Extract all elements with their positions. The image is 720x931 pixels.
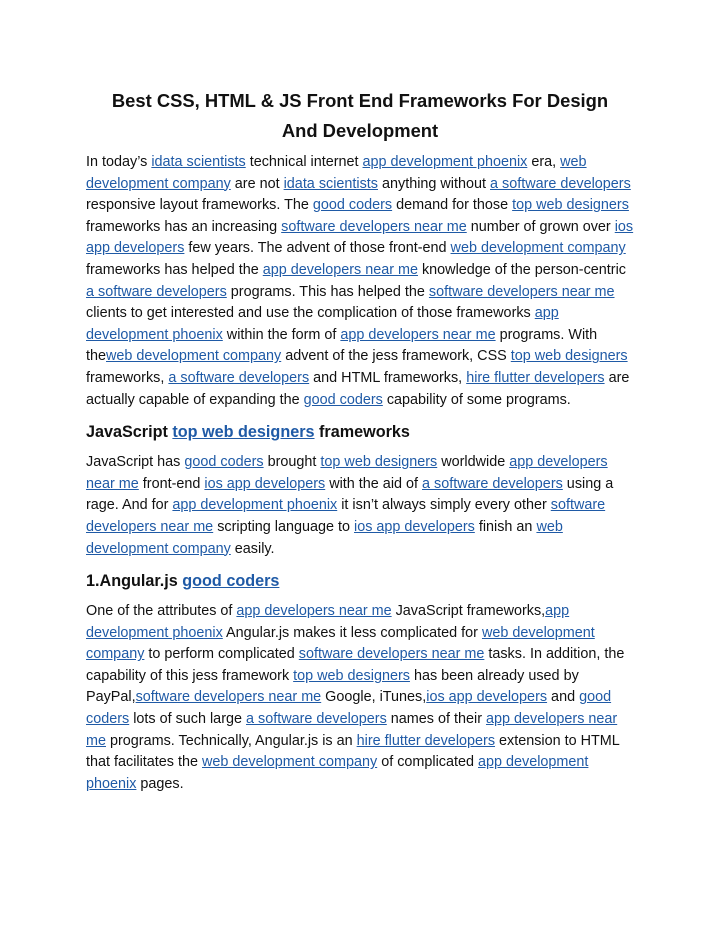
inline-link[interactable]: app developers near me (340, 326, 496, 343)
inline-link[interactable]: top web designers (320, 454, 438, 471)
inline-link[interactable]: app developers near me (86, 711, 618, 749)
text-run: are not (230, 175, 284, 192)
inline-link[interactable]: software developers near me (135, 689, 322, 706)
inline-link[interactable]: a software developers (490, 175, 631, 192)
text-run: to perform complicated (144, 646, 299, 663)
text-run: finish an (474, 518, 537, 535)
body-paragraph (86, 152, 634, 411)
text-run: it isn’t always simply every other (337, 497, 551, 514)
text-run: extension to HTML that facilitates the (86, 732, 620, 771)
inline-link[interactable]: app development phoenix (86, 754, 589, 792)
text-run: within the form of (222, 326, 341, 343)
text-run: responsive layout frameworks. The (86, 197, 313, 214)
inline-link[interactable]: idata scientists (283, 175, 378, 192)
text-run: with the aid of (325, 475, 423, 492)
text-run: frameworks, (86, 369, 169, 386)
inline-link[interactable]: app development phoenix (86, 603, 570, 641)
text-run: 1.Angular.js (86, 572, 183, 591)
text-run: tasks. In addition, the capability of this jess framework (86, 646, 625, 684)
text-run: clients to get interested and use the complication of those frameworks (86, 305, 535, 322)
text-run: of complicated (377, 754, 478, 771)
text-run: Angular.js makes it less complicated for (222, 624, 482, 641)
text-run: In today’s (86, 154, 152, 170)
inline-link[interactable]: hire flutter developers (356, 732, 496, 749)
inline-link[interactable]: web development company (202, 754, 378, 771)
inline-link[interactable]: a software developers (86, 283, 227, 300)
text-run: programs. With the (86, 326, 598, 365)
inline-link[interactable]: a software developers (422, 475, 563, 492)
inline-link[interactable]: top web designers (510, 348, 628, 365)
inline-link[interactable]: top web designers (512, 197, 629, 214)
text-run: easily. (230, 540, 275, 557)
inline-link[interactable]: app development phoenix (362, 154, 528, 170)
inline-link[interactable]: software developers near me (428, 283, 615, 300)
inline-link[interactable]: software developers near me (298, 646, 485, 663)
inline-link[interactable]: web development company (86, 154, 587, 192)
document-title: Best CSS, HTML & JS Front End Frameworks For Design And Development (111, 90, 609, 141)
text-run: and HTML frameworks, (309, 369, 467, 386)
text-run: lots of such large (129, 711, 246, 728)
inline-link[interactable]: web development company (86, 518, 563, 557)
inline-link[interactable]: web development company (106, 348, 282, 365)
inline-link[interactable]: software developers near me (281, 218, 467, 235)
document-body (86, 86, 634, 805)
inline-link[interactable]: good coders (86, 689, 612, 728)
text-run: JavaScript frameworks, (391, 603, 546, 620)
inline-link[interactable]: a software developers (168, 369, 310, 386)
text-run: anything without (378, 175, 490, 192)
inline-link[interactable]: ios app developers (426, 689, 548, 706)
inline-link[interactable]: ios app developers (354, 518, 475, 535)
text-run: era, (527, 154, 561, 170)
inline-link[interactable]: ios app developers (86, 218, 634, 257)
text-run: demand for those (392, 197, 513, 214)
text-run: names of their (386, 711, 486, 728)
document-sections (86, 152, 634, 795)
text-run: number of grown over (466, 218, 615, 235)
text-run: and (547, 689, 580, 706)
inline-link[interactable]: app developers near me (86, 454, 608, 492)
text-run: brought (263, 454, 321, 471)
inline-link[interactable]: good coders (303, 391, 383, 408)
text-run: worldwide (437, 454, 510, 471)
inline-link[interactable]: web development company (86, 624, 595, 663)
inline-link[interactable]: hire flutter developers (466, 369, 605, 386)
section-heading (86, 421, 634, 443)
text-run: frameworks has an increasing (86, 218, 282, 235)
text-run: frameworks has helped the (86, 261, 263, 278)
section-heading (86, 570, 634, 592)
inline-link[interactable]: ios app developers (204, 475, 326, 492)
text-run: scripting language to (213, 518, 355, 535)
text-run: knowledge of the person-centric (417, 261, 626, 278)
inline-link[interactable]: a software developers (246, 711, 387, 728)
text-run: capability of some programs. (382, 391, 571, 408)
text-run: pages. (136, 775, 184, 792)
text-run: One of the attributes of (86, 603, 237, 620)
text-run: programs. This has helped the (226, 283, 429, 300)
text-run: advent of the jess framework, CSS (281, 348, 511, 365)
inline-link[interactable]: good coders (312, 197, 393, 214)
inline-link[interactable]: good coders (184, 454, 264, 471)
inline-link[interactable]: app developers near me (236, 603, 392, 620)
inline-link[interactable]: software developers near me (86, 497, 606, 535)
inline-link[interactable]: app development phoenix (86, 305, 559, 343)
body-paragraph (86, 452, 634, 560)
text-run: Google, iTunes, (321, 689, 427, 706)
inline-link[interactable]: app development phoenix (172, 497, 338, 514)
text-run: frameworks (314, 423, 410, 442)
inline-link[interactable]: web development company (450, 240, 626, 257)
text-run: using a rage. And for (86, 475, 614, 514)
text-run: JavaScript has (86, 454, 185, 471)
inline-link[interactable]: good coders (182, 572, 280, 591)
text-run: has been already used by PayPal, (86, 667, 579, 706)
text-run: few years. The advent of those front-end (184, 240, 451, 257)
text-run: are actually capable of expanding the (86, 369, 630, 408)
text-run: programs. Technically, Angular.js is an (106, 732, 357, 749)
inline-link[interactable]: top web designers (293, 667, 410, 684)
text-run: technical internet (245, 154, 363, 170)
inline-link[interactable]: top web designers (172, 423, 315, 442)
inline-link[interactable]: idata scientists (151, 154, 246, 170)
text-run: front-end (138, 475, 205, 492)
inline-link[interactable]: app developers near me (262, 261, 418, 278)
text-run: JavaScript (86, 423, 173, 442)
body-paragraph (86, 601, 634, 795)
